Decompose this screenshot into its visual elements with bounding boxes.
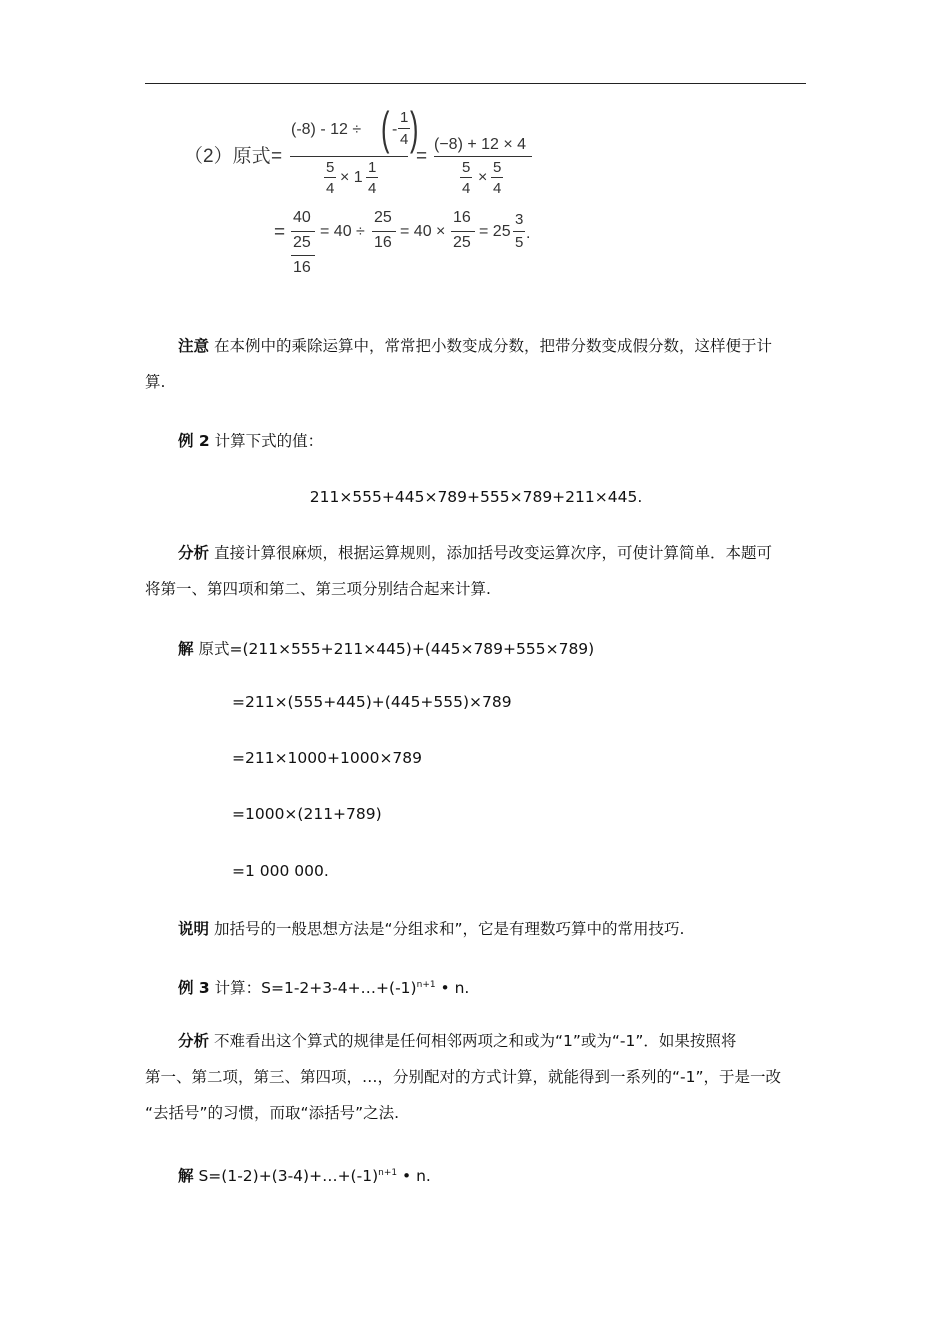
r2-f2-num: 25	[374, 209, 392, 226]
f1-main-bar	[290, 156, 408, 157]
r2-f4-den: 5	[515, 234, 524, 251]
f1-den-times: × 1	[340, 169, 363, 186]
analysis1-paragraph	[145, 535, 807, 607]
r2-mid2: = 40 ×	[400, 223, 446, 240]
r2-f2-bar	[372, 231, 396, 232]
example3-heading	[145, 967, 807, 1006]
f2-den-b-num: 5	[493, 159, 502, 176]
an1-text-1: 直接计算很麻烦，根据运算规则，添加括号改变运算次序，可使计算简单．本题可	[213, 544, 772, 562]
remark-text: 加括号的一般思想方法是“分组求和”，它是有理数巧算中的常用技巧.	[213, 920, 685, 938]
r2-f4-num: 3	[515, 211, 524, 228]
f1-inner-den: 4	[400, 131, 409, 148]
header-rule	[145, 83, 806, 84]
f2-den-a-num: 5	[462, 159, 471, 176]
f1-paren-close: )	[410, 102, 419, 154]
f1-den-b-num: 1	[368, 159, 377, 176]
formula-label: （2）原式	[184, 146, 271, 167]
sol1-line5: =1 000 000.	[232, 862, 329, 880]
f1-den-a-num: 5	[326, 159, 335, 176]
remark-label: 说明	[178, 920, 210, 938]
r2-f2-den: 16	[374, 234, 392, 251]
f2-numerator: (−8) + 12 × 4	[434, 136, 527, 153]
an2-label: 分析	[178, 1032, 210, 1050]
r2-mid1: = 40 ÷	[320, 223, 365, 240]
f1-den-b-den: 4	[368, 180, 377, 197]
an1-label: 分析	[178, 544, 210, 562]
sol1-line4: =1000×(211+789)	[232, 805, 382, 823]
sol2-text-b: • n.	[397, 1167, 431, 1185]
an1-text-2: 将第一、第四项和第二、第三项分别结合起来计算.	[145, 580, 491, 598]
f1-den-a-bar	[324, 177, 336, 178]
sol2-label: 解	[178, 1167, 194, 1185]
row2-eq: =	[274, 222, 286, 243]
sol1-line1: 原式=(211×555+211×445)+(445×789+555×789)	[198, 640, 595, 658]
r2-den-den: 16	[293, 259, 311, 276]
formula-eq-2: =	[416, 146, 428, 167]
formula-image	[180, 100, 560, 290]
note-paragraph	[145, 328, 807, 400]
r2-f3-den: 25	[453, 234, 471, 251]
ex2-expression: 211×555+445×789+555×789+211×445.	[309, 488, 643, 506]
f1-inner-minus: -	[392, 121, 398, 138]
r2-main-bar	[291, 231, 315, 232]
f2-den-b-bar	[491, 177, 503, 178]
solution1-first-line	[145, 631, 807, 667]
remark-paragraph	[145, 911, 807, 947]
note-text-2: 算.	[145, 373, 166, 391]
f1-den-b-bar	[366, 177, 378, 178]
f1-numerator: (-8) - 12 ÷	[291, 121, 362, 138]
ex3-label: 例 3	[178, 979, 210, 997]
sol2-exponent: n+1	[378, 1168, 398, 1178]
ex3-exponent: n+1	[416, 980, 436, 990]
f1-den-a-den: 4	[326, 180, 335, 197]
sol2-text-a: S=(1-2)+(3-4)+…+(-1)	[198, 1167, 379, 1185]
f2-den-a-bar	[460, 177, 472, 178]
r2-den-bar	[291, 255, 315, 256]
r2-f4-bar	[513, 231, 525, 232]
f1-inner-bar	[398, 128, 410, 129]
r2-f3-bar	[451, 231, 475, 232]
sol1-line3: =211×1000+1000×789	[232, 749, 423, 767]
r2-mid3: = 25	[479, 223, 511, 240]
f2-main-bar	[434, 156, 532, 157]
f1-inner-num: 1	[400, 109, 409, 126]
f2-den-times: ×	[478, 169, 488, 186]
solution2-line	[145, 1155, 807, 1194]
an2-text-1: 不难看出这个算式的规律是任何相邻两项之和或为“1”或为“-1”．如果按照将	[213, 1032, 737, 1050]
r2-num: 40	[293, 209, 311, 226]
ex3-text-b: • n.	[435, 979, 470, 997]
ex3-text-a: 计算：S=1-2+3-4+…+(-1)	[214, 979, 417, 997]
example2-heading	[145, 423, 807, 459]
note-text-1: 在本例中的乘除运算中，常常把小数变成分数，把带分数变成假分数，这样便于计	[213, 337, 772, 355]
an2-text-3: “去括号”的习惯，而取“添括号”之法.	[145, 1104, 400, 1122]
formula-eq: =	[271, 146, 283, 167]
ex2-text: 计算下式的值：	[214, 432, 324, 450]
sol1-label: 解	[178, 640, 194, 658]
r2-den-num: 25	[293, 234, 311, 251]
r2-f3-num: 16	[453, 209, 471, 226]
f2-den-b-den: 4	[493, 180, 502, 197]
f2-den-a-den: 4	[462, 180, 471, 197]
r2-end: .	[526, 225, 531, 242]
sol1-line2: =211×(555+445)+(445+555)×789	[232, 693, 512, 711]
note-label: 注意	[178, 337, 210, 355]
an2-text-2: 第一、第二项，第三、第四项，…，分别配对的方式计算，就能得到一系列的“-1”，于是一改	[145, 1068, 782, 1086]
analysis2-paragraph	[145, 1023, 807, 1131]
f1-paren-open: (	[381, 102, 390, 154]
ex2-label: 例 2	[178, 432, 210, 450]
